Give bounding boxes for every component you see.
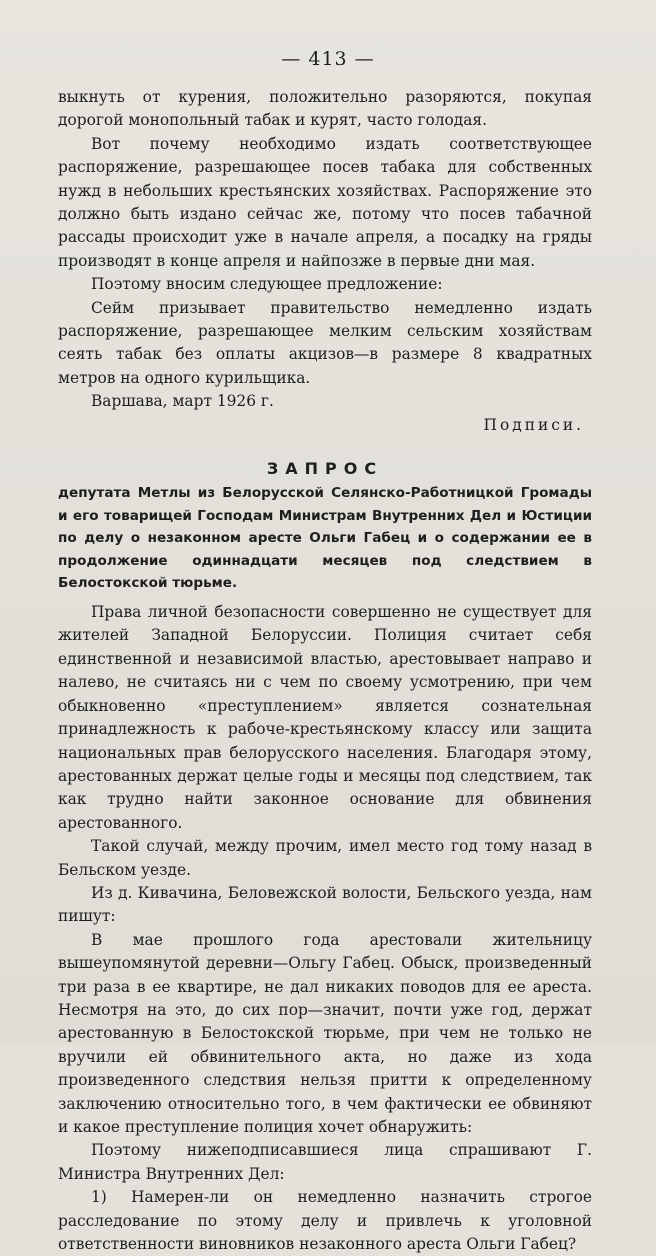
paragraph: Из д. Кивачина, Беловежской волости, Бельского уезда, нам пишут:: [58, 883, 592, 926]
paragraph: В мае прошлого года арестовали жительницу вышеупомянутой деревни—Ольгу Габец. Обыск, произведенный три раза в ее квартире, не дал никаких поводов для ее ареста. Несмотря на это, до сих пор—значит, почти уже год, держат арестованную в Белостокской тюрьме, при чем не только не вручили ей обвинительного акта, но даже из хода произведенного следствия нельзя притти к определенному заключению относительно того, в чем фактически ее обвиняют и какое преступление полиция хочет обнаружить:: [58, 930, 592, 1136]
paragraph: Сейм призывает правительство немедленно издать распоряжение, разрешающее мелким сельским хозяйствам сеять табак без оплаты акцизов—в размере 8 квадратных метров на одного курильщика.: [58, 298, 592, 387]
place-date: Варшава, март 1926 г.: [91, 392, 274, 411]
page-number: — 413 —: [281, 48, 375, 70]
paragraph: 1) Намерен-ли он немедленно назначить строгое расследование по этому делу и привлечь к уголовной ответственности виновников незаконного ареста Ольги Габец?: [58, 1188, 592, 1254]
paragraph: Вот почему необходимо издать соответствующее распоряжение, разрешающее посев табака для собственных нужд в небольших крестьянских хозяйствах. Распоряжение это должно быть издано сейчас же, потому что посев табачной рассады происходит уже в начале апреля, а посадку на гряды производят в конце апреля и найпозже в первые дни мая.: [58, 134, 592, 270]
signatures-label: Подписи.: [483, 415, 584, 434]
paragraph: Права личной безопасности совершенно не существует для жителей Западной Белоруссии. Полиция считает себя единственной и независимой властью, арестовывает направо и налево, не считаясь ни с чем по своему усмотрению, при чем обыкновенно «преступлением» является сознательная принадлежность к рабоче-крестьянскому классу или защита национальных прав белорусского населения. Благодаря этому, арестованных держат целые годы и месяцы под следствием, так как трудно найти законное основание для обвинения арестованного.: [58, 603, 592, 832]
paragraph: Такой случай, между прочим, имел место год тому назад в Бельском уезде.: [58, 837, 592, 879]
signature-block: [58, 390, 592, 413]
paragraph: выкнуть от курения, положительно разоряются, покупая дорогой монопольный табак и курят, часто голодая.: [58, 88, 592, 130]
section-heading: ЗАПРОС: [266, 459, 384, 479]
page-body: [58, 86, 592, 1256]
paragraph: Поэтому вносим следующее предложение:: [91, 275, 443, 294]
signatures-row: [58, 414, 592, 437]
paragraph: Поэтому нижеподписавшиеся лица спрашивают Г. Министра Внутренних Дел:: [58, 1141, 592, 1183]
section-subheading: депутата Метлы из Белорусской Селянско-Работницкой Громады и его товарищей Господам Министрам Внутренних Дел и Юстиции по делу о незаконном аресте Ольги Габец и о содержании ее в продолжение одиннадцати месяцев под следствием в Белостокской тюрьме.: [58, 485, 592, 592]
